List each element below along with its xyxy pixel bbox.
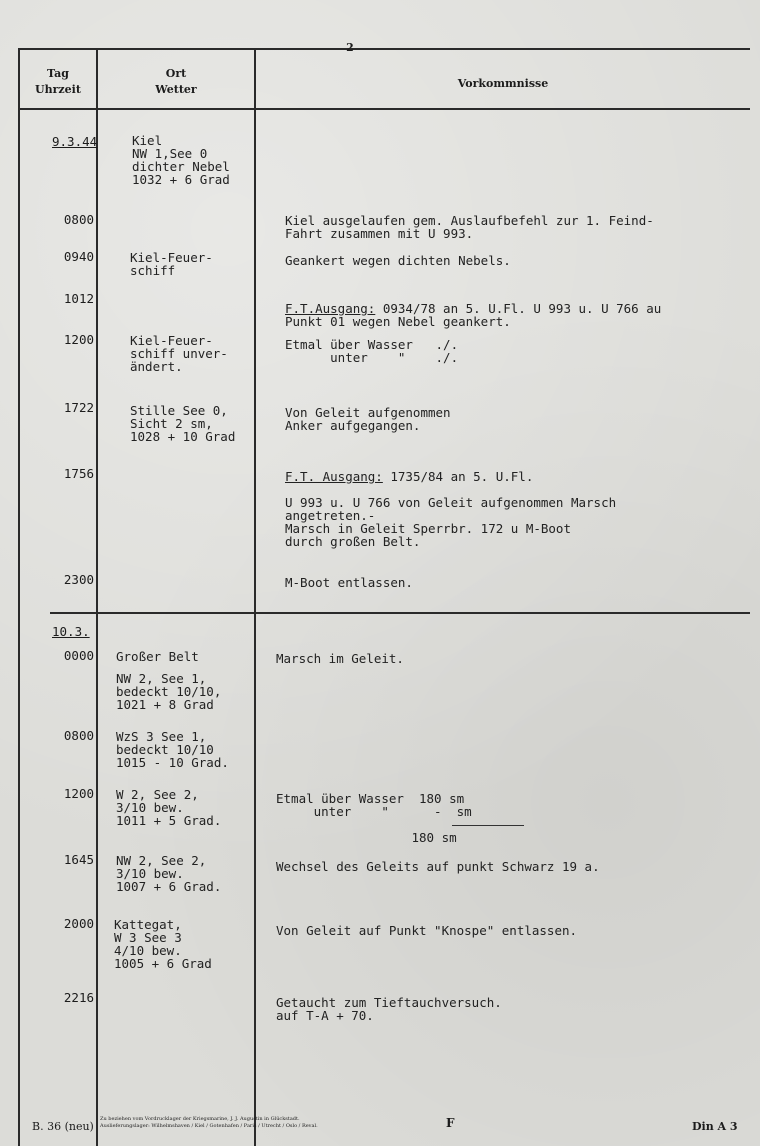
column-divider-1 xyxy=(96,48,98,1146)
printer-line-1: Zu beziehen vom Vordrucklager der Kriegsmarine, J. J. Augustin in Glückstadt. xyxy=(100,1116,300,1122)
time: 1200 xyxy=(63,332,94,347)
event xyxy=(285,470,533,483)
place-weather: Kiel-Feuer- schiff xyxy=(130,250,213,278)
time: 0800 xyxy=(63,212,94,227)
time: 2300 xyxy=(63,572,94,587)
event: Getaucht zum Tieftauchversuch. auf T-A + 70. xyxy=(276,995,502,1023)
column-divider-2 xyxy=(254,48,256,1146)
top-border xyxy=(18,48,750,50)
place-weather: WzS 3 See 1, bedeckt 10/10 1015 - 10 Grad. xyxy=(116,729,229,770)
time: 0800 xyxy=(63,728,94,743)
form-letter: F xyxy=(446,1116,455,1130)
event: Marsch im Geleit. xyxy=(276,651,404,666)
event-text: 0934/78 an 5. U.Fl. U 993 u. U 766 au Punkt 01 wegen Nebel geankert. xyxy=(285,301,662,329)
event xyxy=(285,302,661,328)
event: Von Geleit aufgenommen Anker aufgegangen. xyxy=(285,405,451,433)
time: 1722 xyxy=(63,400,94,415)
event: Von Geleit auf Punkt "Knospe" entlassen. xyxy=(276,923,578,938)
time: 0940 xyxy=(63,249,94,264)
place-weather: Kattegat, W 3 See 3 4/10 bew. 1005 + 6 Grad xyxy=(114,917,212,971)
header-vorkommnisse: Vorkommnisse xyxy=(457,77,549,90)
place-weather: Stille See 0, Sicht 2 sm, 1028 + 10 Grad xyxy=(130,403,236,444)
page-number: 2 xyxy=(346,41,354,54)
left-border xyxy=(18,48,20,1146)
time: 1200 xyxy=(63,786,94,801)
place-weather: Kiel-Feuer- schiff unver- ändert. xyxy=(130,333,228,374)
time: 2216 xyxy=(63,990,94,1005)
place-weather: W 2, See 2, 3/10 bew. 1011 + 5 Grad. xyxy=(116,787,222,828)
time: 1012 xyxy=(63,291,94,306)
ft-ausgang-label: F.T. Ausgang: xyxy=(285,469,383,484)
date-9-3-44: 9.3.44 xyxy=(52,134,98,149)
day-divider xyxy=(50,612,750,614)
event: Geankert wegen dichten Nebels. xyxy=(285,253,511,268)
event: M-Boot entlassen. xyxy=(285,575,413,590)
time: 0000 xyxy=(63,648,94,663)
event: U 993 u. U 766 von Geleit aufgenommen Marsch angetreten.- Marsch in Geleit Sperrbr. 172 u M-Boot durch großen Belt. xyxy=(285,495,617,549)
header-ort-wetter: Ort Wetter xyxy=(155,67,197,96)
sum-line xyxy=(452,825,524,826)
paper-format: Din A 3 xyxy=(692,1120,738,1133)
event: Etmal über Wasser ./. unter " ./. xyxy=(285,337,459,365)
etmal-block: Etmal über Wasser 180 sm unter " - sm 180 sm xyxy=(276,791,472,845)
time: 1756 xyxy=(63,466,94,481)
form-number: B. 36 (neu) xyxy=(32,1120,94,1133)
place-weather: Kiel NW 1,See 0 dichter Nebel 1032 + 6 Grad xyxy=(132,133,230,187)
time: 1645 xyxy=(63,852,94,867)
place-weather: Großer Belt xyxy=(116,649,199,664)
header-tag-uhrzeit: Tag Uhrzeit xyxy=(35,67,81,96)
date-10-3: 10.3. xyxy=(52,624,90,639)
place-weather: NW 2, See 1, bedeckt 10/10, 1021 + 8 Grad xyxy=(116,671,222,712)
header-divider xyxy=(18,108,750,110)
event-text: 1735/84 an 5. U.Fl. xyxy=(382,469,534,484)
printer-line-2: Auslieferungslager: Wilhelmshaven / Kiel / Gotenhafen / Paris / Utrecht / Oslo / Reval. xyxy=(100,1123,318,1129)
event: Wechsel des Geleits auf punkt Schwarz 19 a. xyxy=(276,859,600,874)
time: 2000 xyxy=(63,916,94,931)
place-weather: NW 2, See 2, 3/10 bew. 1007 + 6 Grad. xyxy=(116,853,222,894)
ft-ausgang-label: F.T.Ausgang: xyxy=(285,301,376,316)
event: Kiel ausgelaufen gem. Auslaufbefehl zur 1. Feind- Fahrt zusammen mit U 993. xyxy=(285,213,654,241)
